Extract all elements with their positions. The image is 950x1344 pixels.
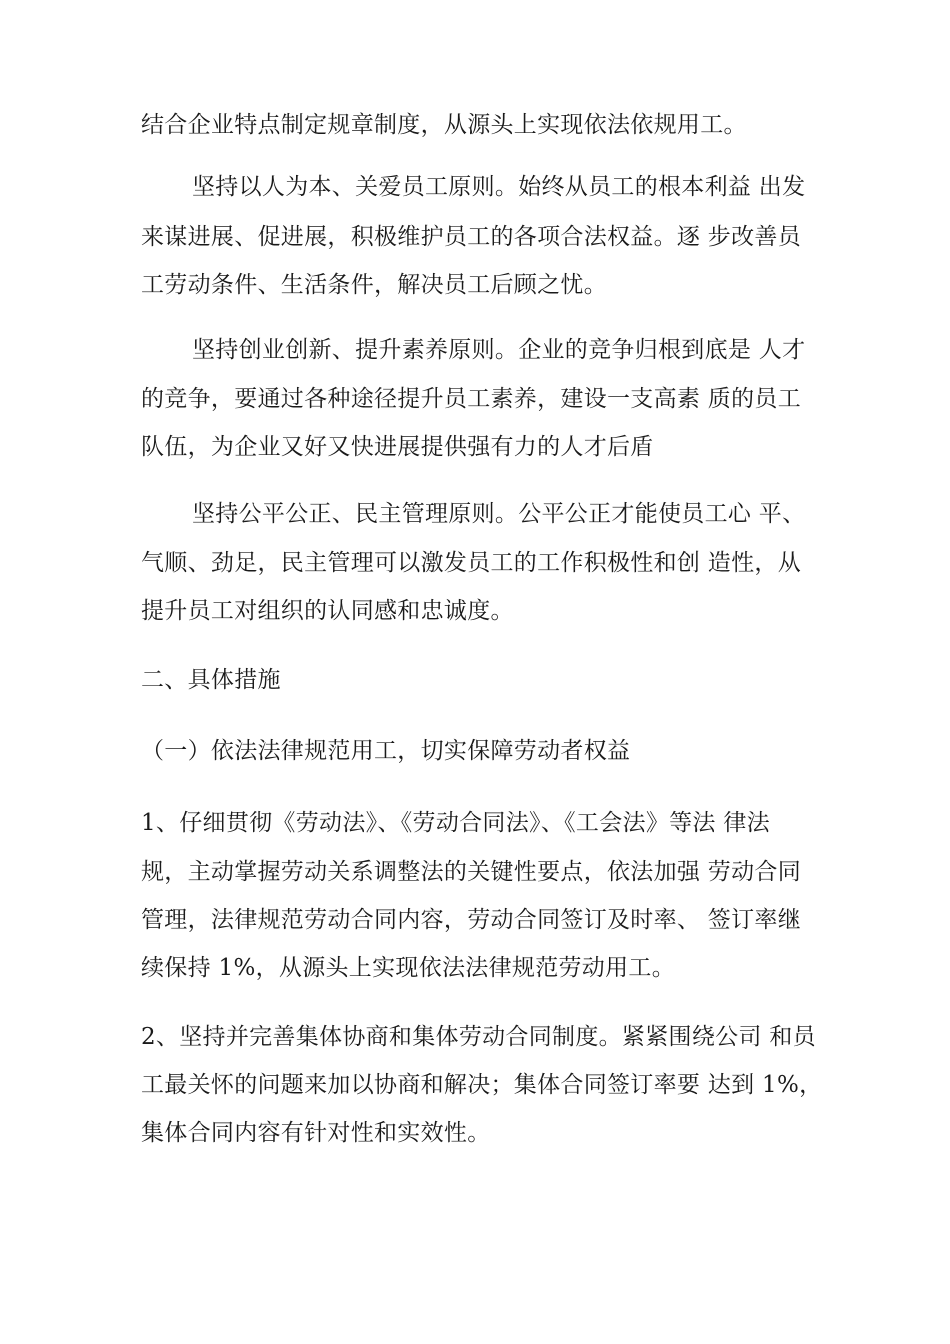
paragraph-line: 坚持以人为本、关爱员工原则。始终从员工的根本利益 出发 (192, 174, 806, 200)
paragraph-line: 坚持创业创新、提升素养原则。企业的竞争归根到底是 人才 (192, 337, 806, 363)
paragraph-line: 队伍，为企业又好又快进展提供强有力的人才后盾 (141, 434, 654, 460)
paragraph-line: 来谋进展、促进展，积极维护员工的各项合法权益。逐 步改善员 (141, 224, 802, 250)
paragraph-line: 气顺、劲足，民主管理可以激发员工的工作积极性和创 造性，从 (141, 550, 802, 576)
paragraph-line: 工劳动条件、生活条件，解决员工后顾之忧。 (141, 272, 607, 298)
list-item-line: 规，主动掌握劳动关系调整法的关键性要点，依法加强 劳动合同 (141, 859, 802, 885)
subsection-heading: （一）依法法律规范用工，切实保障劳动者权益 (141, 738, 631, 764)
paragraph-line: 提升员工对组织的认同感和忠诚度。 (141, 598, 514, 624)
list-item-line: 集体合同内容有针对性和实效性。 (141, 1120, 491, 1146)
paragraph-line: 坚持公平公正、民主管理原则。公平公正才能使员工心 平、 (192, 501, 806, 527)
list-item-line: 2、坚持并完善集体协商和集体劳动合同制度。紧紧围绕公司 和员 (141, 1024, 816, 1050)
list-item-line: 管理，法律规范劳动合同内容，劳动合同签订及时率、 签订率继 (141, 907, 802, 933)
list-item-line: 工最关怀的问题来加以协商和解决；集体合同签订率要 达到 1%， (141, 1072, 823, 1098)
paragraph-line: 的竞争，要通过各种途径提升员工素养，建设一支高素 质的员工 (141, 386, 802, 412)
section-heading: 二、具体措施 (141, 667, 281, 693)
paragraph-line: 结合企业特点制定规章制度，从源头上实现依法依规用工。 (141, 112, 747, 138)
list-item-line: 1、仔细贯彻《劳动法》、《劳动合同法》、《工会法》等法 律法 (141, 810, 770, 836)
list-item-line: 续保持 1%，从源头上实现依法法律规范劳动用工。 (141, 955, 675, 981)
